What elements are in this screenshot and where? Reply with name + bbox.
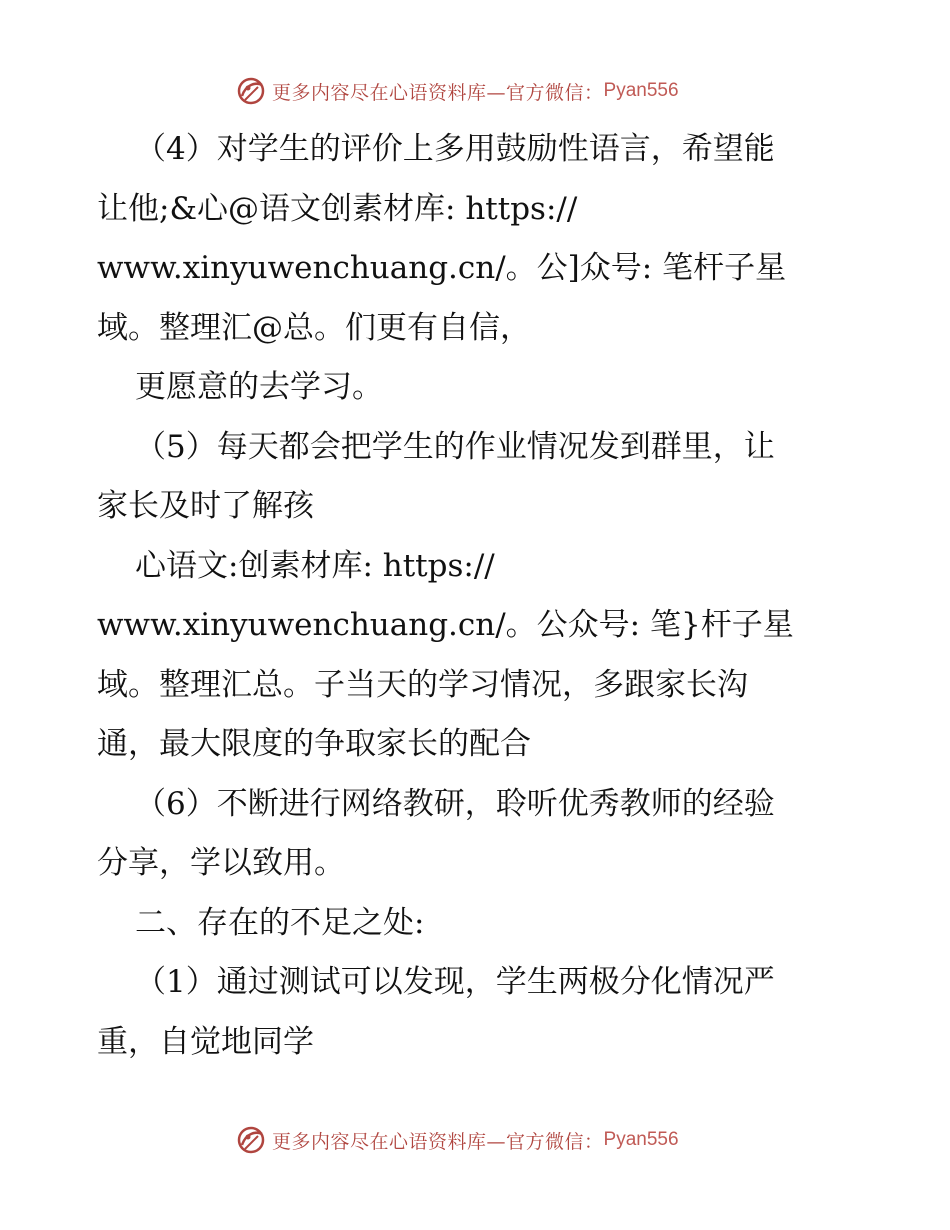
watermark-text: 更多内容尽在心语资料库—官方微信：: [272, 1130, 604, 1153]
section-heading: 二、存在的不足之处:: [135, 904, 425, 941]
paragraph-line: 分享，学以致用。: [97, 845, 345, 881]
watermark-wechat-id: Pyan556: [603, 80, 679, 101]
watermark-text: 更多内容尽在心语资料库—官方微信：: [272, 81, 604, 104]
paragraph-line: www.xinyuwenchuang.cn/。公众号: 笔}杆子星: [97, 607, 794, 643]
paragraph-line: 重，自觉地同学: [97, 1023, 314, 1060]
paragraph-line: 域。整理汇总。子当天的学习情况，多跟家长沟: [97, 666, 748, 703]
paragraph-line: www.xinyuwenchuang.cn/。公]众号: 笔杆子星: [97, 250, 787, 286]
paragraph-line: （5）每天都会把学生的作业情况发到群里，让: [135, 428, 775, 465]
paragraph-line: 更愿意的去学习。: [135, 369, 383, 405]
footer-watermark: [236, 1123, 679, 1157]
watermark-logo-icon: [236, 76, 266, 106]
paragraph-line: 家长及时了解孩: [97, 488, 314, 524]
header-watermark: [236, 74, 679, 108]
document-body: [97, 120, 837, 1072]
paragraph-line: 域。整理汇@总。们更有自信，: [97, 309, 531, 346]
paragraph-line: 心语文:创素材库: https://: [135, 547, 495, 584]
paragraph-line: 通，最大限度的争取家长的配合: [97, 726, 531, 762]
paragraph-line: 让他;&心@语文创素材库: https://: [97, 190, 578, 227]
paragraph-line: （1）通过测试可以发现，学生两极分化情况严: [135, 964, 775, 1000]
watermark-logo-icon: [236, 1125, 266, 1155]
watermark-wechat-id: Pyan556: [603, 1129, 679, 1150]
paragraph-line: （6）不断进行网络教研，聆听优秀教师的经验: [135, 785, 775, 822]
paragraph-line: （4）对学生的评价上多用鼓励性语言，希望能: [135, 131, 775, 167]
